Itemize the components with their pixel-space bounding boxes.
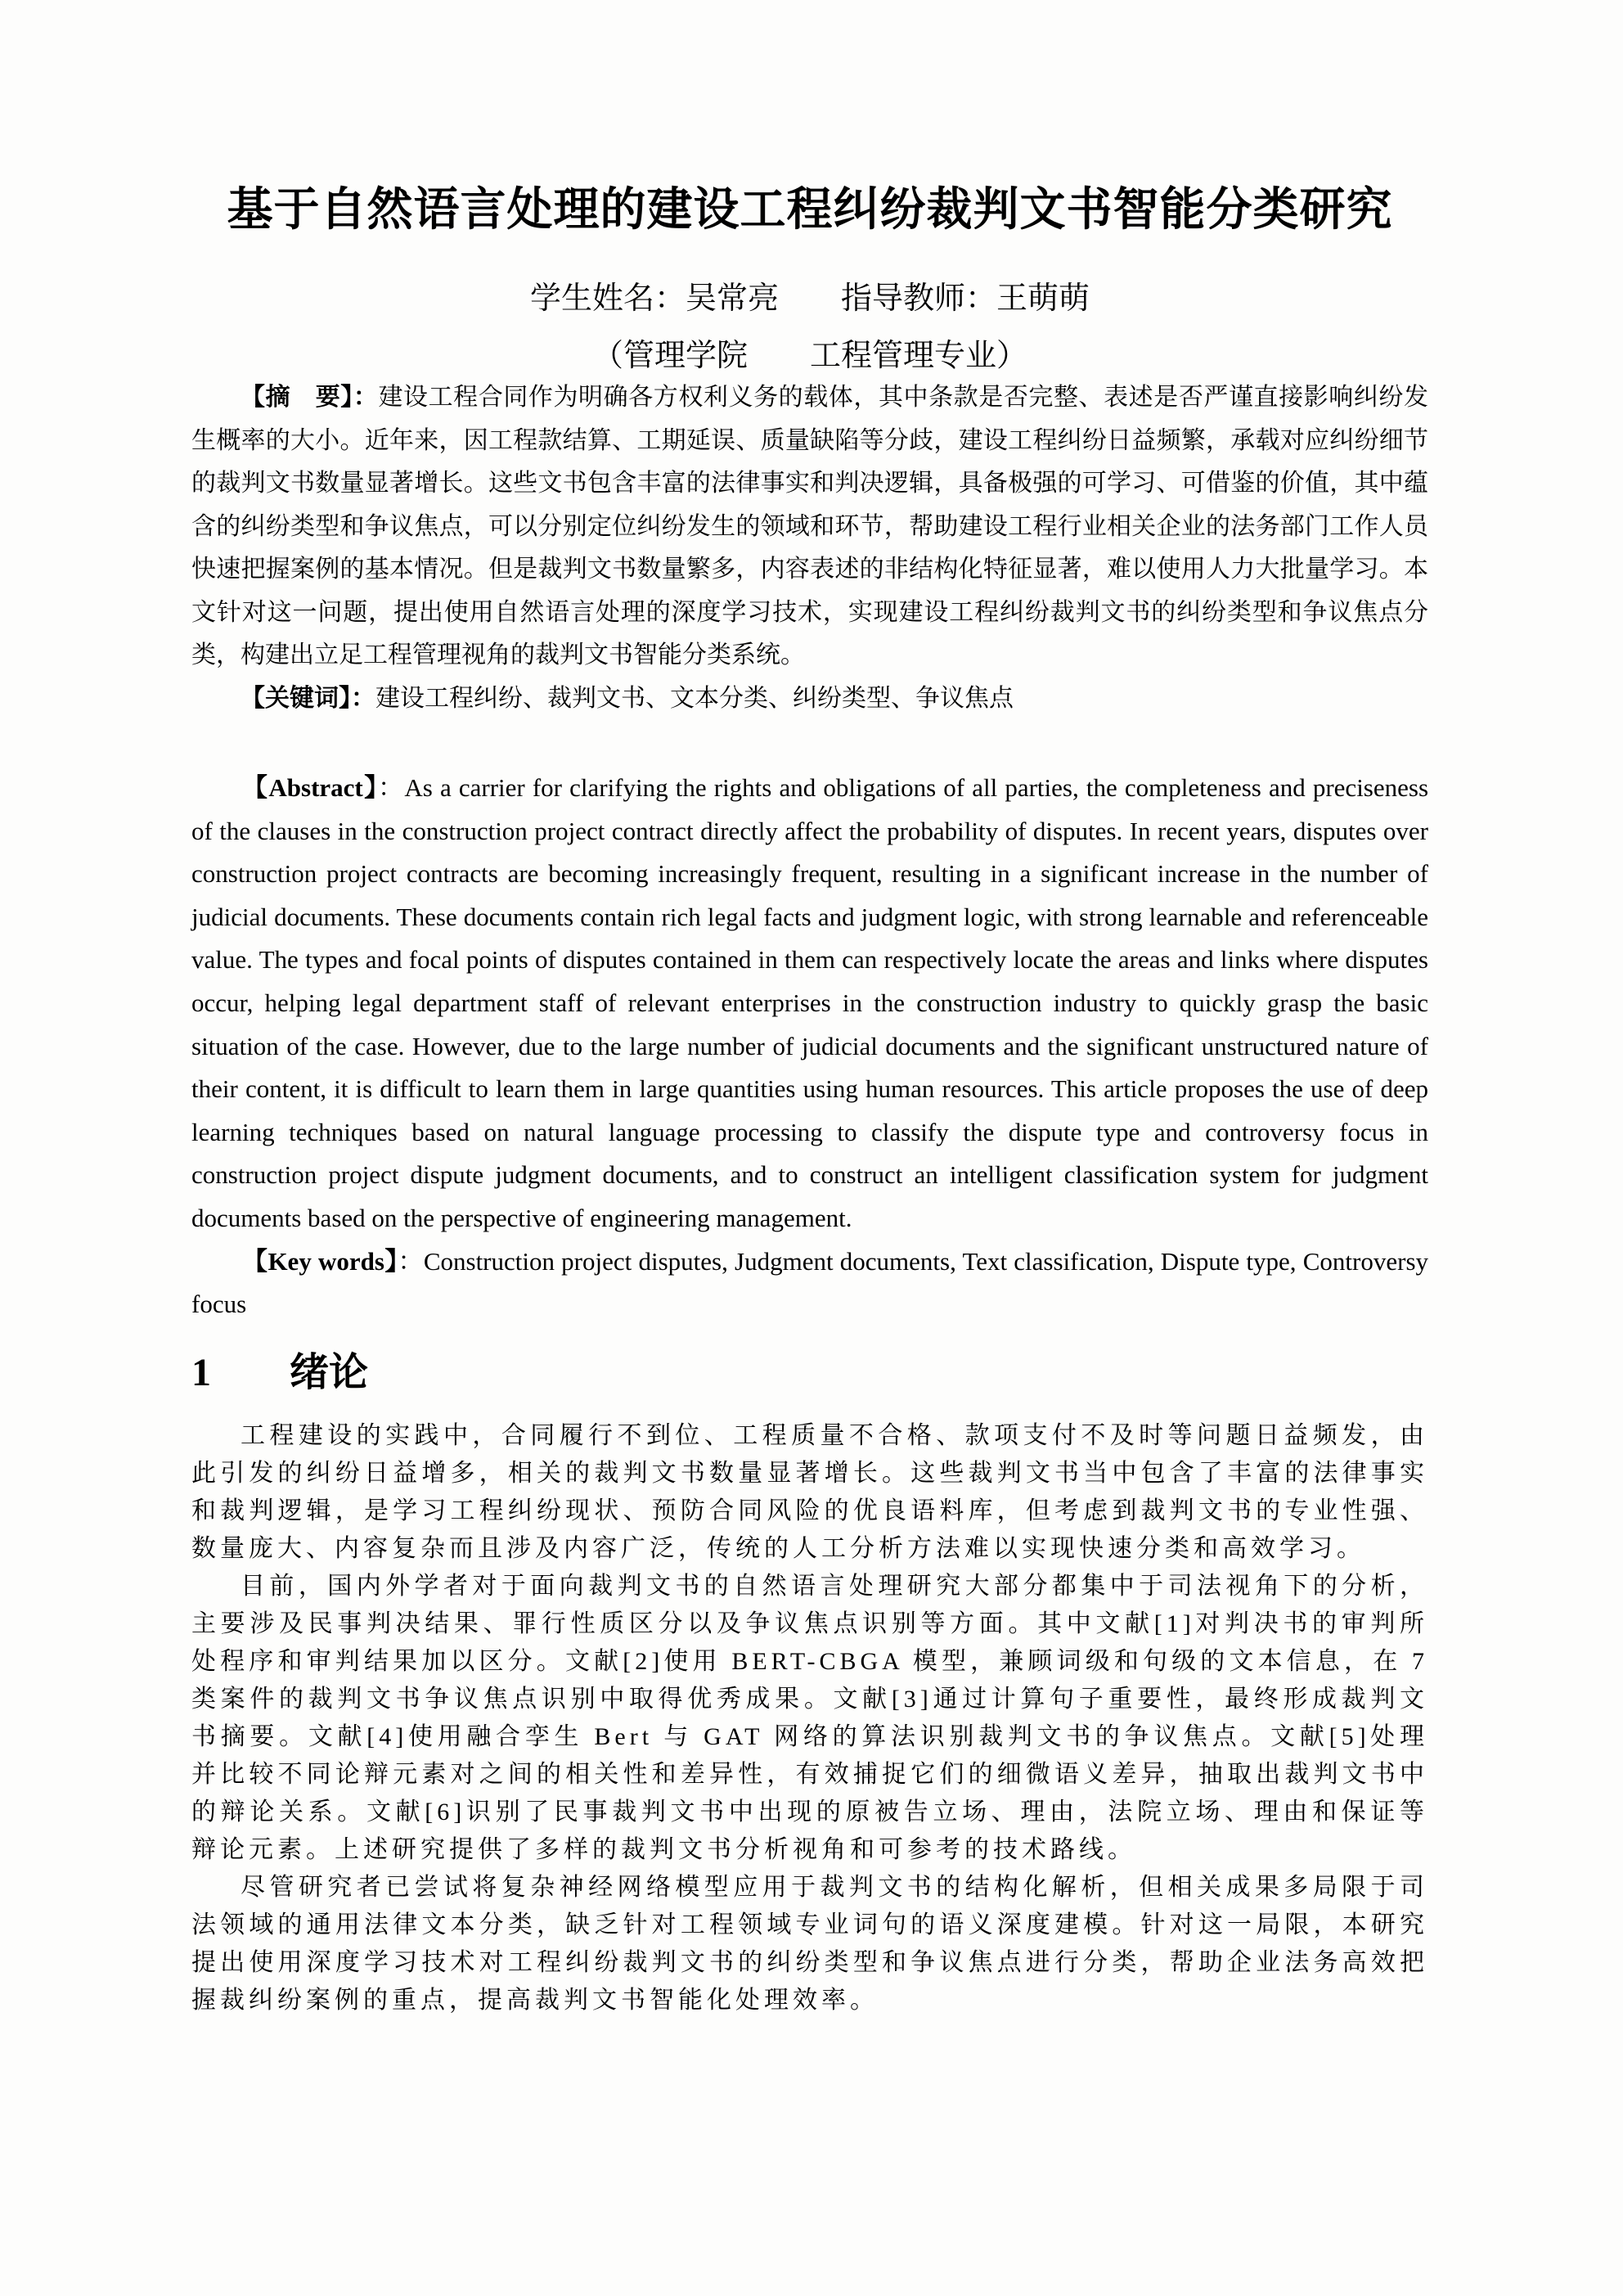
author-advisor-line: 学生姓名：吴常亮 指导教师：王萌萌 bbox=[529, 281, 1090, 316]
section-1-number: 1 bbox=[191, 1350, 211, 1394]
english-abstract-label: 【Abstract】 bbox=[242, 773, 378, 802]
chinese-abstract-label: 【摘 要】： bbox=[241, 384, 379, 411]
english-keywords-colon: ： bbox=[398, 1246, 424, 1276]
english-abstract-text: As a carrier for clarifying the rights and obligations of all parties, the completeness and preciseness of the clauses in the construction project contract directly affect the probability of disputes. In recent years, disputes over construction project contracts are becoming increasingly frequent, resulting in a significant increase in the number of judicial documents. These documents contain rich legal facts and judgment logic, with strong learnable and referenceable value. The types and focal points of disputes contained in them can respectively locate the areas and links where disputes occur, helping legal department staff of relevant enterprises in the construction industry to quickly grasp the basic situation of the case. However, due to the large number of judicial documents and the significant unstructured nature of their content, it is difficult to learn them in large quantities using human resources. This article proposes the use of deep learning techniques based on natural language processing to classify the dispute type and controversy focus in construction project dispute judgment documents, and to construct an intelligent classification system for judgment documents based on the perspective of engineering management. bbox=[191, 773, 1429, 1232]
english-keywords bbox=[191, 1240, 1428, 1326]
section-1-heading bbox=[191, 1347, 1428, 1399]
affiliation-line: （管理学院 工程管理专业） bbox=[591, 339, 1027, 373]
chinese-abstract-text: 建设工程合同作为明确各方权利义务的载体，其中条款是否完整、表述是否严谨直接影响纠纷发生概率的大小。近年来，因工程款结算、工期延误、质量缺陷等分歧，建设工程纠纷日益频繁，承载对应纠纷细节的裁判文书数量显著增长。这些文书包含丰富的法律事实和判决逻辑，具备极强的可学习、可借鉴的价值，其中蕴含的纠纷类型和争议焦点，可以分别定位纠纷发生的领域和环节，帮助建设工程行业相关企业的法务部门工作人员快速把握案例的基本情况。但是裁判文书数量繁多，内容表述的非结构化特征显著，难以使用人力大批量学习。本文针对这一问题，提出使用自然语言处理的深度学习技术，实现建设工程纠纷裁判文书的纠纷类型和争议焦点分类，构建出立足工程管理视角的裁判文书智能分类系统。 bbox=[191, 384, 1429, 669]
english-keywords-text: Construction project disputes, Judgment documents, Text classification, Dispute type, Controversy focus bbox=[191, 1246, 1429, 1319]
chinese-abstract bbox=[191, 376, 1428, 678]
english-keywords-label: 【Key words】 bbox=[242, 1246, 398, 1276]
intro-paragraph-3: 尽管研究者已尝试将复杂神经网络模型应用于裁判文书的结构化解析，但相关成果多局限于司法领域的通用法律文本分类，缺乏针对工程领域专业词句的语义深度建模。针对这一局限，本研究提出使用深度学习技术对工程纠纷裁判文书的纠纷类型和争议焦点进行分类，帮助企业法务高效把握裁纠纷案例的重点，提高裁判文书智能化处理效率。 bbox=[191, 1873, 1428, 2014]
english-abstract-colon: ： bbox=[378, 773, 405, 802]
chinese-keywords-label: 【关键词】： bbox=[241, 684, 375, 712]
intro-paragraph-2: 目前，国内外学者对于面向裁判文书的自然语言处理研究大部分都集中于司法视角下的分析，主要涉及民事判决结果、罪行性质区分以及争议焦点识别等方面。其中文献[1]对判决书的审判所处程序和审判结果加以区分。文献[2]使用 BERT-CBGA 模型，兼顾词级和句级的文本信息，在 7 类案件的裁判文书争议焦点识别中取得优秀成果。文献[3]通过计算句子重要性，最终形成裁判文书摘要。文献[4]使用融合孪生 Bert 与 GAT 网络的算法识别裁判文书的争议焦点。文献[5]处理并比较不同论辩元素对之间的相关性和差异性，有效捕捉它们的细微语义差异，抽取出裁判文书中的辩论关系。文献[6]识别了民事裁判文书中出现的原被告立场、理由，法院立场、理由和保证等辩论元素。上述研究提供了多样的裁判文书分析视角和可参考的技术路线。 bbox=[191, 1572, 1428, 1863]
intro-paragraph-1: 工程建设的实践中，合同履行不到位、工程质量不合格、款项支付不及时等问题日益频发，由此引发的纠纷日益增多，相关的裁判文书数量显著增长。这些裁判文书当中包含了丰富的法律事实和裁判逻辑，是学习工程纠纷现状、预防合同风险的优良语料库，但考虑到裁判文书的专业性强、数量庞大、内容复杂而且涉及内容广泛，传统的人工分析方法难以实现快速分类和高效学习。 bbox=[191, 1421, 1428, 1562]
english-abstract bbox=[191, 767, 1428, 1240]
chinese-keywords-text: 建设工程纠纷、裁判文书、文本分类、纠纷类型、争议焦点 bbox=[375, 684, 1014, 712]
chinese-keywords bbox=[191, 678, 1428, 721]
page-title: 基于自然语言处理的建设工程纠纷裁判文书智能分类研究 bbox=[227, 183, 1393, 235]
section-1-title: 绪论 bbox=[290, 1350, 369, 1394]
